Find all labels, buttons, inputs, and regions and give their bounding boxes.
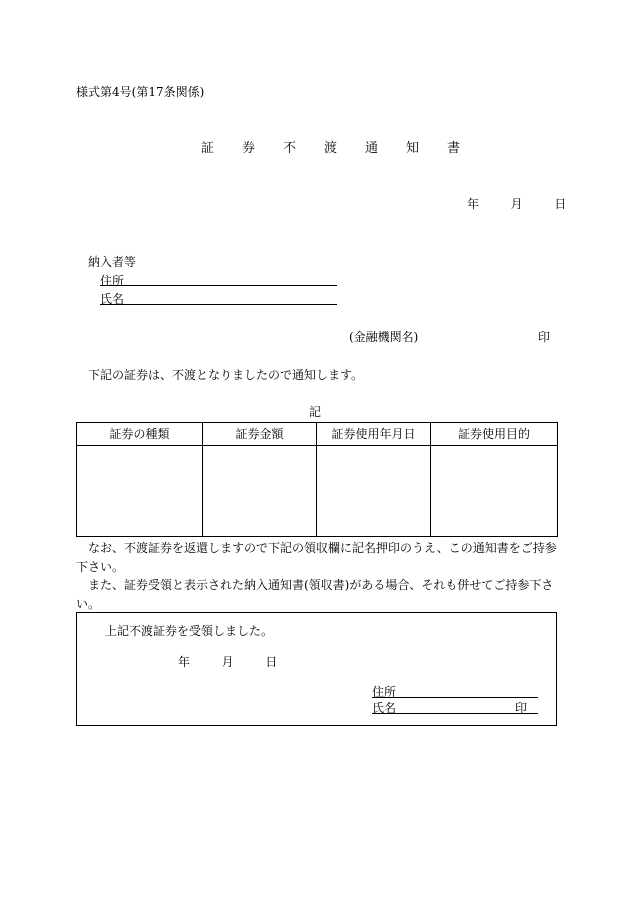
header-security-amount: 証券金額: [203, 423, 317, 446]
bank-seal: 印: [538, 330, 551, 344]
header-security-date: 証券使用年月日: [317, 423, 431, 446]
table-row: [77, 446, 558, 537]
month-label: 月: [510, 197, 523, 211]
receipt-day-label: 日: [265, 655, 278, 669]
receipt-seal: 印: [515, 701, 528, 715]
receipt-address-line[interactable]: [372, 697, 538, 698]
receipt-address-label: 住所: [372, 685, 397, 699]
cell-security-amount[interactable]: [203, 446, 317, 537]
day-label: 日: [554, 197, 567, 211]
ki-label: 記: [309, 405, 322, 419]
bank-label: (金融機関名): [349, 330, 419, 344]
note-receipt-notice: また、証券受領と表示された納入通知書(領収書)がある場合、それも併せてご持参下さい。: [76, 578, 554, 611]
form-number: 様式第4号(第17条関係): [76, 85, 205, 99]
payer-name-line[interactable]: [100, 304, 337, 305]
receipt-date: [178, 656, 277, 668]
receipt-text: 上記不渡証券を受領しました。: [105, 624, 274, 638]
table-header-row: [77, 423, 558, 446]
receipt-year-label: 年: [178, 655, 191, 669]
payer-heading: 納入者等: [88, 255, 137, 269]
notice-text: 下記の証券は、不渡となりましたので通知します。: [88, 368, 364, 382]
header-security-type: 証券の種類: [77, 423, 203, 446]
payer-address-line[interactable]: [100, 285, 337, 286]
securities-table: [76, 422, 558, 537]
issue-date: [467, 198, 566, 210]
document-title: 証券不渡通知書: [201, 141, 489, 156]
receipt-month-label: 月: [221, 655, 234, 669]
receipt-name-line[interactable]: [372, 713, 538, 714]
receipt-name-label: 氏名: [372, 701, 397, 715]
payer-name-label: 氏名: [100, 292, 125, 306]
payer-address-label: 住所: [100, 274, 125, 288]
year-label: 年: [467, 197, 480, 211]
note-return: なお、不渡証券を返還しますので下記の領収欄に記名押印のうえ、この通知書をご持参下さい。: [76, 541, 557, 574]
header-security-purpose: 証券使用目的: [431, 423, 558, 446]
cell-security-type[interactable]: [77, 446, 203, 537]
cell-security-purpose[interactable]: [431, 446, 558, 537]
cell-security-date[interactable]: [317, 446, 431, 537]
